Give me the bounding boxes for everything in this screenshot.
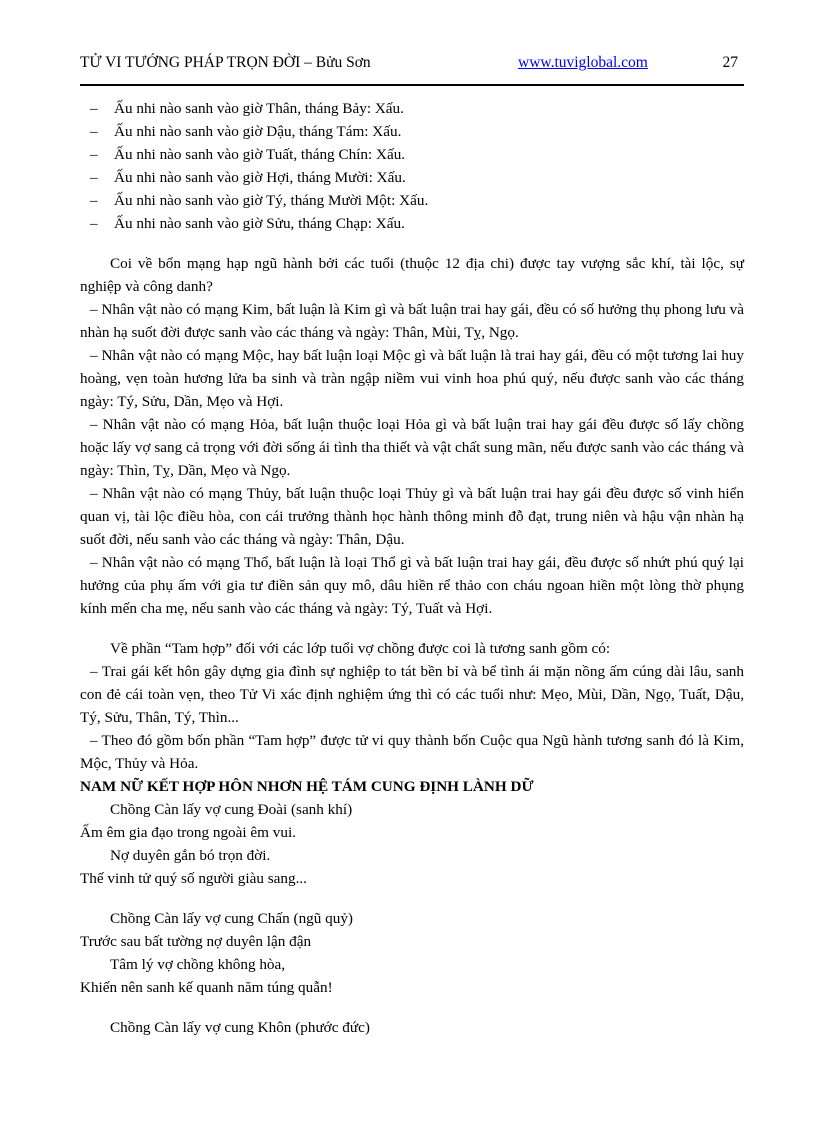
page-content <box>80 97 744 1039</box>
section2-intro: Về phần “Tam hợp” đối với các lớp tuổi vợ chồng được coi là tương sanh gồm có: <box>110 640 611 657</box>
verse-line: Chồng Càn lấy vợ cung Chấn (ngũ quỷ) <box>110 910 353 927</box>
verse-line: Ấm êm gia đạo trong ngoài êm vui. <box>80 824 296 841</box>
list-item: – Ấu nhi nào sanh vào giờ Dậu, tháng Tám: Xấu. <box>90 123 402 140</box>
paragraph: – Nhân vật nào có mạng Thủy, bất luận thuộc loại Thủy gì và bất luận trai hay gái đều được số vinh hiển quan vị, tài lộc điều hòa, con cái trưởng thành học hành thông minh đỗ đạt, trung niên và hậu vận nhàn hạ suốt đời, nếu sanh vào các tháng và ngày: Thân, Dậu. <box>80 485 744 548</box>
paragraph: – Nhân vật nào có mạng Kim, bất luận là Kim gì và bất luận trai hay gái, đều có số hưởng thụ phong lưu và nhàn hạ suốt đời được sanh vào các tháng và ngày: Thân, Mùi, Tỵ, Ngọ. <box>80 301 744 341</box>
verse-line: Thế vinh tử quý số người giàu sang... <box>80 870 307 887</box>
verse-line: Chồng Càn lấy vợ cung Đoài (sanh khí) <box>110 801 353 818</box>
paragraph: – Nhân vật nào có mạng Mộc, hay bất luận loại Mộc gì và bất luận là trai hay gái, đều có một tương lai huy hoàng, vẹn toàn hương lửa ba sinh và tràn ngập niềm vui vinh hoa phú quý, nếu được sanh vào các tháng ngày: Tý, Sửu, Dần, Mẹo và Hợi. <box>80 347 744 410</box>
verse-line: Chồng Càn lấy vợ cung Khôn (phước đức) <box>110 1019 370 1036</box>
verse-line: Trước sau bất tường nợ duyên lận đận <box>80 933 312 950</box>
list-item: – Ấu nhi nào sanh vào giờ Hợi, tháng Mười: Xấu. <box>90 169 406 186</box>
page-number: 27 <box>722 54 738 71</box>
verse-block <box>80 1016 744 1039</box>
verse-block <box>80 798 744 890</box>
header-divider <box>80 84 744 86</box>
verse-block <box>80 907 744 999</box>
page-header <box>80 54 744 76</box>
list-item: – Ấu nhi nào sanh vào giờ Tuất, tháng Chín: Xấu. <box>90 146 406 163</box>
header-title: TỬ VI TƯỚNG PHÁP TRỌN ĐỜI – Bửu Sơn <box>80 54 371 71</box>
verse-line: Nợ duyên gắn bó trọn đời. <box>110 847 271 864</box>
paragraph: – Theo đó gồm bốn phần “Tam hợp” được tử vi quy thành bốn Cuộc qua Ngũ hành tương sanh đó là Kim, Mộc, Thủy và Hỏa. <box>80 732 744 772</box>
section1-intro: Coi về bổn mạng hạp ngũ hành bởi các tuổi (thuộc 12 địa chi) được tay vượng sắc khí, tài lộc, sự nghiệp và công danh? <box>80 255 744 295</box>
verse-line: Tâm lý vợ chồng không hòa, <box>110 956 286 973</box>
dash-list <box>80 97 744 235</box>
list-item: – Ấu nhi nào sanh vào giờ Thân, tháng Bảy: Xấu. <box>90 100 404 117</box>
list-item: – Ấu nhi nào sanh vào giờ Tý, tháng Mười Một: Xấu. <box>90 192 429 209</box>
section-heading: NAM NỮ KẾT HỢP HÔN NHƠN HỆ TÁM CUNG ĐỊNH LÀNH DỮ <box>80 778 534 795</box>
list-item: – Ấu nhi nào sanh vào giờ Sửu, tháng Chạp: Xấu. <box>90 215 405 232</box>
verse-line: Khiến nên sanh kế quanh năm túng quẫn! <box>80 979 333 996</box>
header-url-link[interactable]: www.tuviglobal.com <box>518 54 648 71</box>
paragraph: – Trai gái kết hôn gây dựng gia đình sự nghiệp to tát bền bỉ và bể tình ái mặn nồng ấm cúng dài lâu, sanh con đẻ cái toàn vẹn, theo Tử Vi xác định nghiệm ứng thì có các tuổi như: Mẹo, Mùi, Dần, Ngọ, Tuất, Dậu, Tý, Sửu, Thân, Tý, Thìn... <box>80 663 744 726</box>
paragraph: – Nhân vật nào có mạng Hỏa, bất luận thuộc loại Hỏa gì và bất luận trai hay gái đều được số lấy chồng hoặc lấy vợ sang cả trọng với đời sống ái tình tha thiết và vật chất sung mãn, nếu được sanh vào các tháng và ngày: Thìn, Tỵ, Dần, Mẹo và Ngọ. <box>80 416 744 479</box>
paragraph: – Nhân vật nào có mạng Thổ, bất luận là loại Thổ gì và bất luận trai hay gái, đều được số nhứt phú quý lại hưởng của phụ ấm với gia tư điền sản quy mô, dâu hiền rể thảo con cháu ngoan hiền một lòng thờ phụng kính mến cha mẹ, nếu sanh vào các tháng và ngày: Tý, Tuất và Hợi. <box>80 554 744 617</box>
